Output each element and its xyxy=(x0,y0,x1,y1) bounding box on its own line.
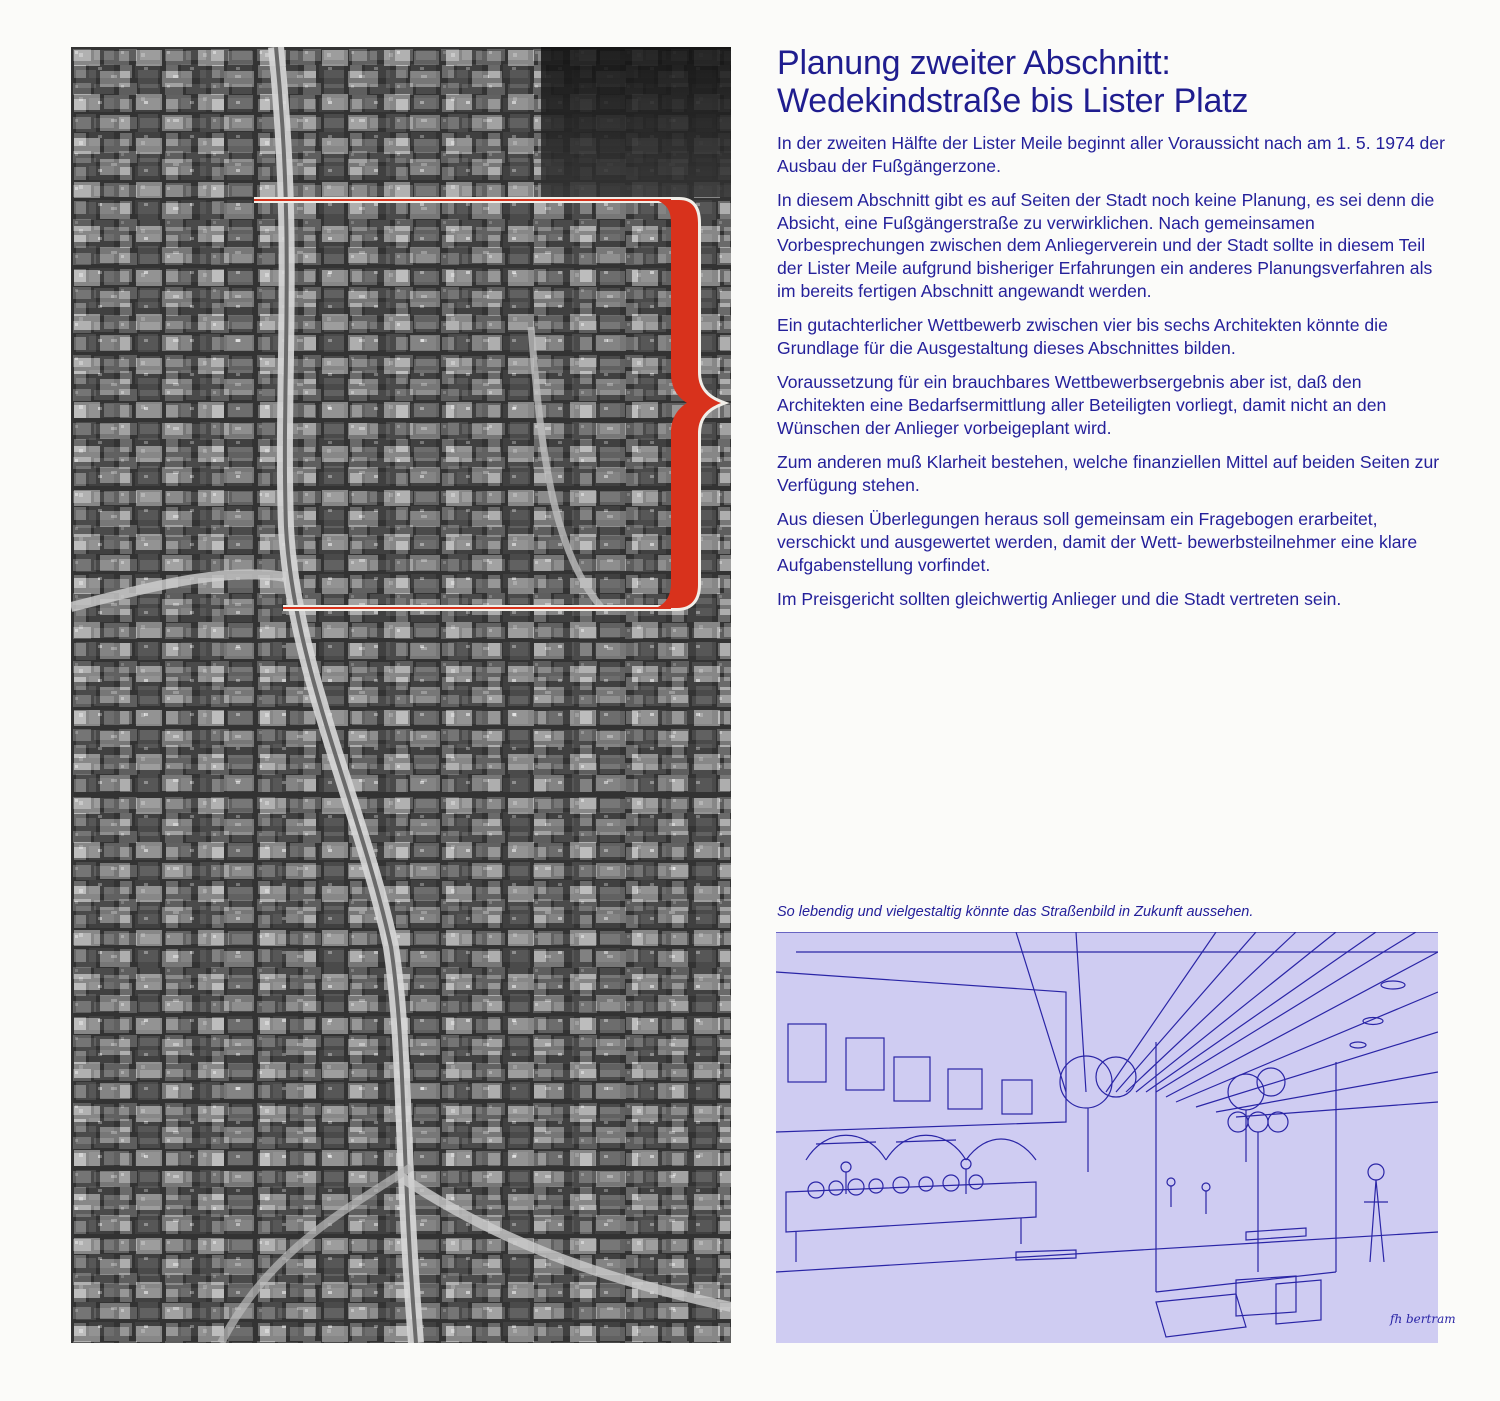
article-body xyxy=(777,132,1445,623)
paragraph: Zum anderen muß Klarheit bestehen, welche finanziellen Mittel auf beiden Seiten zur Verfügung stehen. xyxy=(777,452,1440,495)
illustration-caption: So lebendig und vielgestaltig könnte das Straßenbild in Zukunft aussehen. xyxy=(777,904,1254,920)
aerial-photo xyxy=(71,47,731,1343)
page-title xyxy=(777,44,1477,120)
aerial-city-view xyxy=(71,47,731,1343)
paragraph: Ein gutachterlicher Wettbewerb zwischen vier bis sechs Architekten könnte die Grundlage für die Ausgestaltung dieses Abschnittes bilden. xyxy=(777,315,1388,358)
title-line-1: Planung zweiter Abschnitt: xyxy=(777,44,1171,82)
artist-signature: fh bertram xyxy=(1390,1312,1456,1326)
title-line-2: Wedekindstraße bis Lister Platz xyxy=(777,82,1249,120)
street-sketch-drawing xyxy=(776,932,1438,1343)
paragraph: In diesem Abschnitt gibt es auf Seiten der Stadt noch keine Planung, es sei denn die Absicht, eine Fußgängerstraße zu verwirklichen. Nach gemeinsamen Vorbesprechungen zwischen dem Anliegerverein und der Stadt sollte in diesem Teil der Lister Meile aufgrund bisheriger Erfahrungen ein anderes Planungsverfahren als im bereits fertigen Abschnitt angewandt werden. xyxy=(777,190,1435,301)
paragraph: Aus diesen Überlegungen heraus soll gemeinsam ein Fragebogen erarbeitet, verschickt und ausgewertet werden, damit der Wett- bewerbsteilnehmer eine klare Aufgabenstellung vorfindet. xyxy=(777,509,1418,575)
paragraph: Voraussetzung für ein brauchbares Wettbewerbsergebnis aber ist, daß den Architekten eine Bedarfsermittlung aller Beteiligten vorliegt, damit nicht an den Wünschen der Anlieger vorbeigeplant wird. xyxy=(777,372,1387,438)
paragraph: Im Preisgericht sollten gleichwertig Anlieger und die Stadt vertreten sein. xyxy=(777,589,1342,610)
paragraph: In der zweiten Hälfte der Lister Meile beginnt aller Voraussicht nach am 1. 5. 1974 der Ausbau der Fußgängerzone. xyxy=(777,133,1445,176)
street-sketch xyxy=(776,932,1438,1343)
